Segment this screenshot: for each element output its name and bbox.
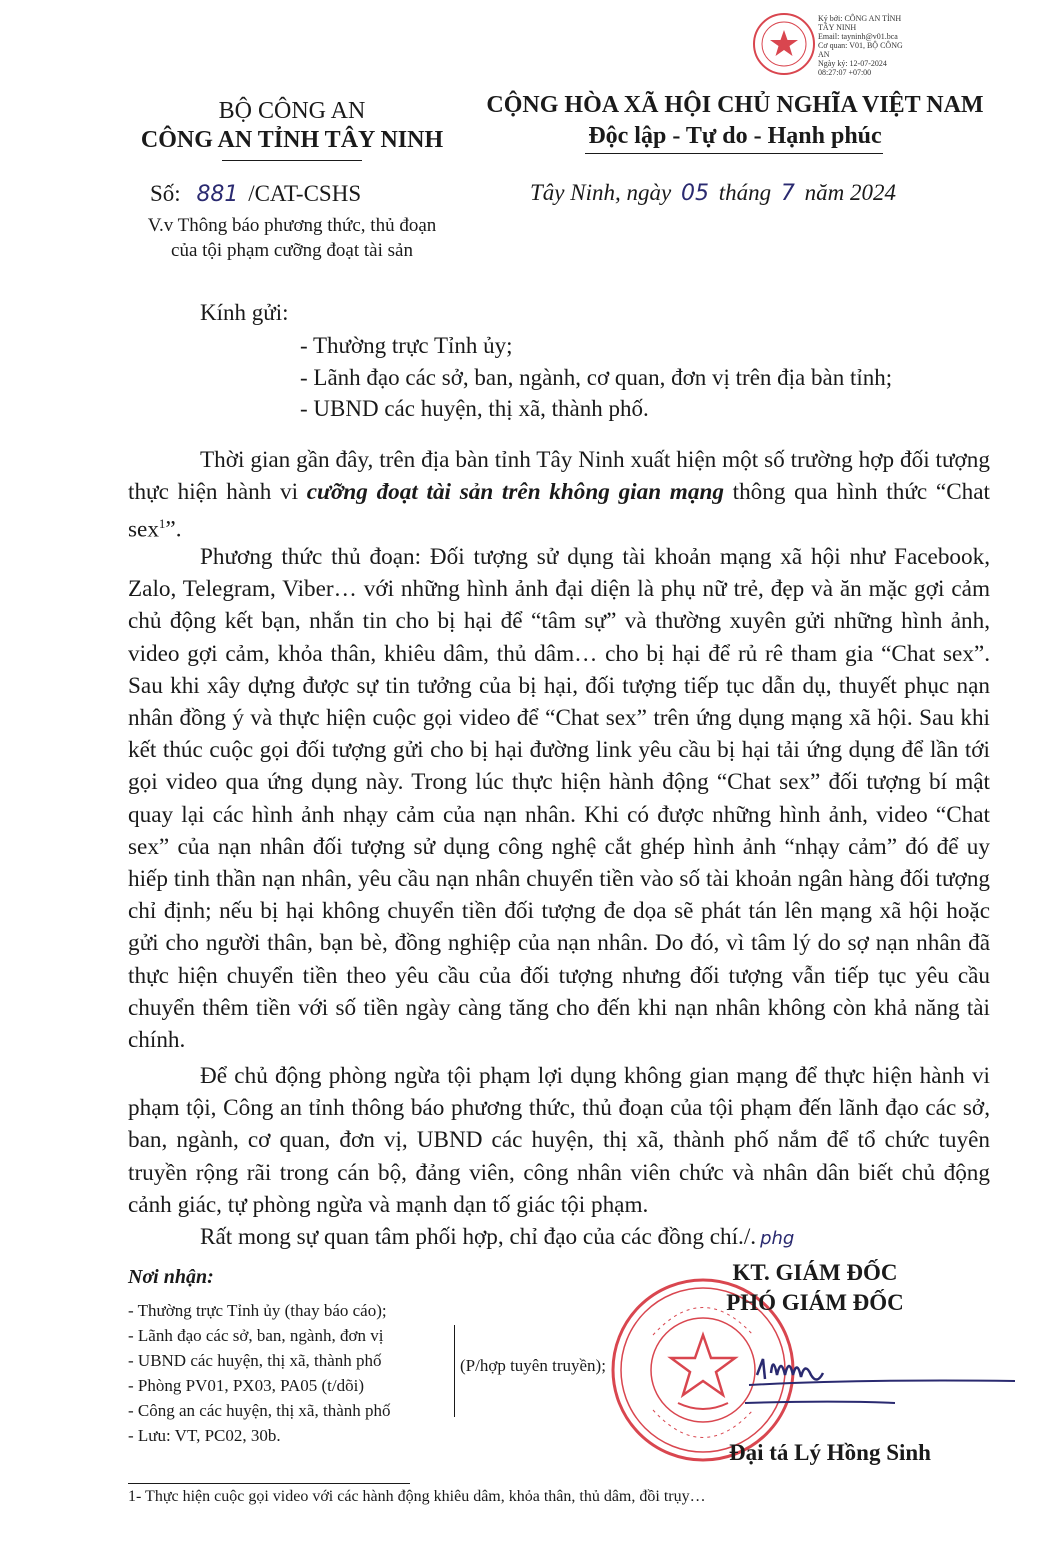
paragraph-2: [128, 541, 990, 1056]
agency-name: CÔNG AN TỈNH TÂY NINH: [140, 127, 444, 153]
footnote: 1- Thực hiện cuộc gọi video với các hành động khiêu dâm, khỏa thân, thủ dâm, đồi trụy…: [128, 1488, 706, 1505]
sig-line: Ngày ký: 12-07-2024: [818, 59, 887, 68]
sig-line: 08:27:07 +07:00: [818, 68, 872, 77]
number-handwritten: 881: [196, 182, 239, 207]
p2-text: Phương thức thủ đoạn: Đối tượng sử dụng tài khoản mạng xã hội như Facebook, Zalo, Telegram, Viber… với những hình ảnh đại diện là phụ nữ trẻ, đẹp và ăn mặc gợi cảm chủ động kết bạn, nhắn tin cho bị hại để “tâm sự” và thường xuyên gửi những hình ảnh, video gợi cảm, khỏa thân, khiêu dâm, thủ dâm… cho bị hại để rủ rê tham gia “Chat sex”. Sau khi xây dựng được sự tin tưởng của bị hại, đối tượng tiếp tục dẫn dụ, thuyết phục nạn nhân đồng ý và thực hiện cuộc gọi video để “Chat sex” trên ứng dụng mạng xã hội. Sau khi kết thúc cuộc gọi đối tượng gửi cho bị hại đường link yêu cầu bị hại tải ứng dụng để lần tới gọi video qua ứng dụng này. Trong lúc thực hiện hành động “Chat sex” đối tượng bí mật quay lại các hình ảnh nhạy cảm của nạn nhân. Khi có được những hình ảnh, video “Chat sex” của nạn nhân đối tượng sử dụng công nghệ cắt ghép hình ảnh “nhạy cảm” đó để uy hiếp tinh thần nạn nhân, yêu cầu nạn nhân chuyển tiền vào số tài khoản ngân hàng đối tượng chỉ định; nếu bị hại không chuyển tiền đối tượng đe dọa sẽ phát tán lên mạng xã hội hoặc gửi cho người thân, bạn bè, đồng nghiệp của nạn nhân. Do đó, vì tâm lý do sợ nạn nhân đã thực hiện chuyển tiền theo yêu cầu của đối tượng nhưng đối tượng vẫn tiếp tục yêu cầu chuyển thêm tiền với số tiền ngày càng tăng cho đến khi nạn nhân không còn khả năng tài chính.: [128, 544, 990, 1054]
sig-line: Ký bởi: CÔNG AN TỈNH: [818, 14, 902, 23]
recipient-item: - Lãnh đạo các sở, ban, ngành, cơ quan, đơn vị trên địa bàn tỉnh;: [300, 365, 893, 390]
distribution-item: - UBND các huyện, thị xã, thành phố: [128, 1351, 382, 1370]
date-line: [530, 178, 896, 209]
distribution-item: - Lãnh đạo các sở, ban, ngành, đơn vị: [128, 1326, 384, 1345]
subject-line-1: V.v Thông báo phương thức, thủ đoạn: [147, 215, 437, 236]
initials-handwritten: phg: [760, 1228, 795, 1249]
number-prefix: Số:: [150, 181, 181, 206]
distribution-item: - Công an các huyện, thị xã, thành phố: [128, 1401, 391, 1420]
distribution-bracket-note: (P/hợp tuyên truyền);: [460, 1356, 606, 1375]
distribution-heading: Nơi nhận:: [128, 1266, 214, 1288]
signature-title-2: PHÓ GIÁM ĐỐC: [726, 1290, 904, 1315]
distribution-bracket: [448, 1325, 455, 1417]
sig-line: Cơ quan: V01, BỘ CÔNG: [818, 41, 903, 50]
p4-text: Rất mong sự quan tâm phối hợp, chỉ đạo của các đồng chí./.: [200, 1224, 757, 1250]
paragraph-1: [128, 444, 990, 546]
p1-text-2: thông qua hình thức “Chat sex: [128, 479, 990, 544]
date-place: Tây Ninh, ngày: [530, 180, 672, 205]
paragraph-3: [128, 1060, 990, 1221]
p1-emphasis: cưỡng đoạt tài sản trên không gian mạng: [306, 479, 724, 506]
sig-line: AN: [818, 50, 830, 59]
sig-line: TÂY NINH: [818, 23, 857, 32]
number-suffix: /CAT-CSHS: [248, 181, 362, 206]
footnote-separator: [128, 1483, 410, 1484]
document-number: [150, 180, 361, 209]
paragraph-4: [128, 1221, 990, 1255]
p1-text-3: ”.: [165, 517, 182, 544]
sig-line: Email: tayninh@v01.bca: [818, 32, 898, 41]
subject-line-2: của tội phạm cưỡng đoạt tài sản: [171, 240, 413, 261]
distribution-item: - Lưu: VT, PC02, 30b.: [128, 1426, 281, 1445]
date-month: 7: [780, 181, 795, 206]
header-left-underline: [222, 160, 362, 161]
footnote-ref: 1: [158, 516, 166, 532]
handwritten-signature-icon: [745, 1345, 1025, 1425]
recipients-heading: Kính gửi:: [200, 300, 289, 325]
nation-title: CỘNG HÒA XÃ HỘI CHỦ NGHĨA VIỆT NAM: [486, 92, 984, 118]
p3-text: Để chủ động phòng ngừa tội phạm lợi dụng không gian mạng để thực hiện hành vi phạm tội, Công an tỉnh thông báo phương thức, thủ đoạn của tội phạm đến lãnh đạo các sở, ban, ngành, cơ quan, đơn vị, UBND các huyện, thị xã, thành phố nắm để tổ chức tuyên truyền rộng rãi trong cán bộ, đảng viên, công nhân viên chức và nhân dân biết chủ động cảnh giác, tự phòng ngừa và mạnh dạn tố giác tội phạm.: [128, 1063, 990, 1218]
date-year: năm 2024: [804, 180, 896, 205]
distribution-item: - Phòng PV01, PX03, PA05 (t/dõi): [128, 1376, 364, 1395]
signer-name: Đại tá Lý Hồng Sinh: [729, 1440, 931, 1465]
ministry-name: BỘ CÔNG AN: [218, 98, 366, 124]
date-day: 05: [680, 181, 709, 206]
p1-text: Thời gian gần đây, trên địa bàn tỉnh Tây Ninh xuất hiện một số trường hợp đối tượng thực hiện hành vi: [128, 447, 990, 506]
distribution-list: [128, 1298, 391, 1448]
recipient-item: - Thường trực Tỉnh ủy;: [300, 333, 513, 358]
digital-signature-info: [818, 14, 948, 77]
signature-title-1: KT. GIÁM ĐỐC: [732, 1260, 898, 1285]
recipient-item: - UBND các huyện, thị xã, thành phố.: [300, 396, 649, 421]
date-month-label: tháng: [718, 180, 772, 205]
digital-seal-icon: [752, 12, 816, 76]
motto: Độc lập - Tự do - Hạnh phúc: [588, 123, 882, 149]
distribution-item: - Thường trực Tỉnh ủy (thay báo cáo);: [128, 1301, 387, 1320]
motto-underline: [585, 153, 883, 154]
